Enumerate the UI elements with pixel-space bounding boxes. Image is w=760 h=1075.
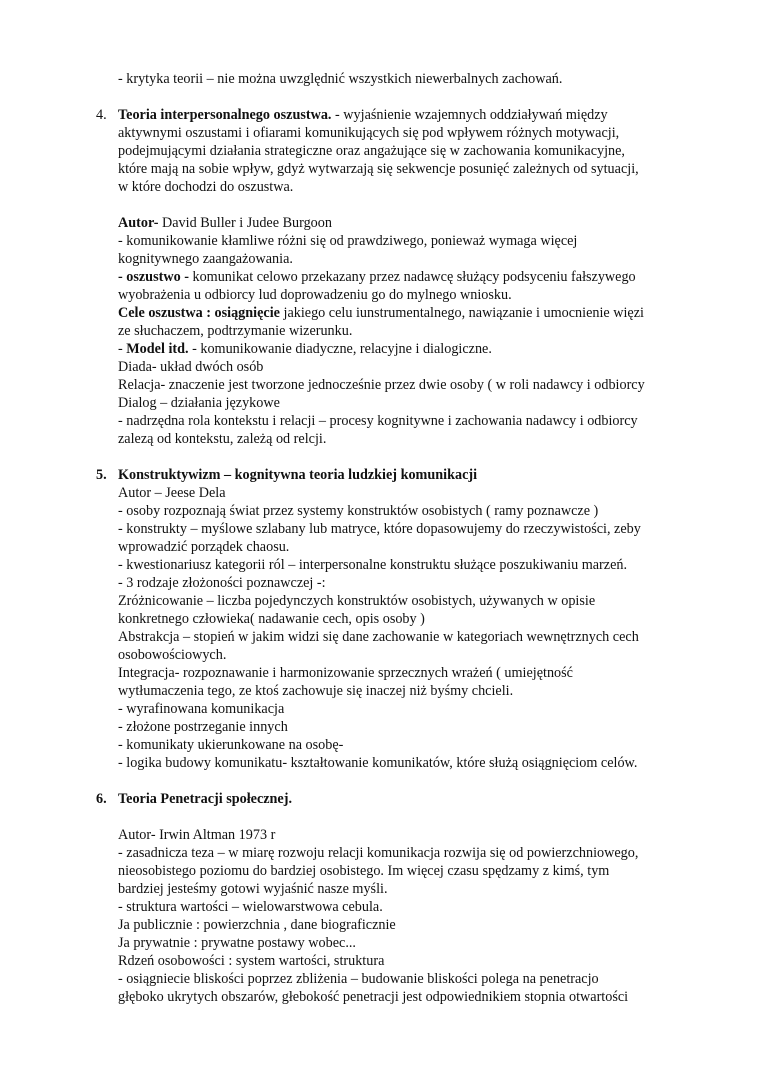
author-line: Autor- David Buller i Judee Burgoon — [118, 215, 332, 231]
text-line: głęboko ukrytych obszarów, głebokość penetracji jest odpowiednikiem stopnia otwartości — [118, 989, 629, 1005]
text-line: konkretnego człowieka( nadawanie cech, opis osoby ) — [118, 611, 425, 627]
text-line: - konstrukty – myślowe szlabany lub matryce, które dopasowujemy do rzeczywistości, zeby — [118, 521, 641, 537]
text-line: wprowadzić porządek chaosu. — [118, 539, 290, 555]
text-line: wyobrażenia u odbiorcy lud doprowadzeniu go do mylnego wniosku. — [118, 287, 512, 303]
text-line: nieosobistego poziomu do bardziej osobistego. Im więcej czasu spędzamy z kimś, tym — [118, 863, 610, 879]
section-number: 4. — [96, 107, 107, 123]
text-line: kognitywnego zaangażowania. — [118, 251, 293, 267]
text-line: Integracja- rozpoznawanie i harmonizowanie sprzecznych wrażeń ( umiejętność — [118, 665, 573, 681]
section-title: Teoria interpersonalnego oszustwa. — [118, 107, 332, 123]
text-line: - nadrzędna rola kontekstu i relacji – procesy kognitywne i zachowania nadawcy i odbiorcy — [118, 413, 638, 429]
text-line: Rdzeń osobowości : system wartości, struktura — [118, 953, 385, 969]
section-4 — [96, 106, 718, 448]
text-line: Zróżnicowanie – liczba pojedynczych konstruktów osobistych, używanych w opisie — [118, 593, 596, 609]
text-line: zalezą od kontekstu, zależą od relcji. — [118, 431, 327, 447]
text-line: Diada- układ dwóch osób — [118, 359, 264, 375]
text-line: które mają na sobie wpływ, gdyż wytwarzają się sekwencje posunięć zależnych od sytuacji, — [118, 161, 639, 177]
section-title: Teoria Penetracji społecznej. — [118, 791, 293, 807]
text-line: Relacja- znaczenie jest tworzone jednocześnie przez dwie osoby ( w roli nadawcy i odbiorcy — [118, 377, 645, 393]
text-line: Autor – Jeese Dela — [118, 485, 226, 501]
text-line: osobowościowych. — [118, 647, 227, 663]
text-line: bardziej jesteśmy gotowi wyjaśnić nasze myśli. — [118, 881, 388, 897]
text-line: - kwestionariusz kategorii ról – interpersonalne konstruktu służące poszukiwaniu marzeń. — [118, 557, 628, 573]
text-line: Ja prywatnie : prywatne postawy wobec... — [118, 935, 356, 951]
text-line: - wyrafinowana komunikacja — [118, 701, 285, 717]
text-line: Ja publicznie : powierzchnia , dane biograficznie — [118, 917, 396, 933]
text-line: w które dochodzi do oszustwa. — [118, 179, 294, 195]
text-line: - zasadnicza teza – w miarę rozwoju relacji komunikacja rozwija się od powierzchniowego, — [118, 845, 639, 861]
intro-line: - krytyka teorii – nie można uwzględnić wszystkich niewerbalnych zachowań. — [118, 71, 563, 87]
text-line: aktywnymi oszustami i ofiarami komunikujących się pod wpływem różnych motywacji, — [118, 125, 620, 141]
text-line: podejmującymi działania strategiczne oraz angażujące się w zachowania komunikacyjne, — [118, 143, 625, 159]
text-line: - 3 rodzaje złożoności poznawczej -: — [118, 575, 326, 591]
section-title-line: Teoria interpersonalnego oszustwa. - wyjaśnienie wzajemnych oddziaływań między — [118, 107, 608, 123]
model-line: - Model itd. - komunikowanie diadyczne, relacyjne i dialogiczne. — [118, 341, 492, 357]
cele-line: Cele oszustwa : osiągnięcie jakiego celu iunstrumentalnego, nawiązanie i umocnienie więzi — [118, 305, 644, 321]
text-line: Abstrakcja – stopień w jakim widzi się dane zachowanie w kategoriach wewnętrznych cech — [118, 629, 639, 645]
section-6 — [96, 790, 718, 1006]
text-line: - logika budowy komunikatu- kształtowanie komunikatów, które służą osiągnięciom celów. — [118, 755, 638, 771]
text-line: - osiągniecie bliskości poprzez zbliżenia – budowanie bliskości polega na penetracjo — [118, 971, 599, 987]
document-body — [96, 70, 718, 1006]
section-number: 5. — [96, 467, 107, 483]
text-line: - komunikaty ukierunkowane na osobę- — [118, 737, 344, 753]
text-line: ze słuchaczem, podtrzymanie wizerunku. — [118, 323, 353, 339]
section-5 — [96, 466, 718, 772]
text-line: - komunikowanie kłamliwe różni się od prawdziwego, ponieważ wymaga więcej — [118, 233, 578, 249]
text-line: wytłumaczenia tego, ze ktoś zachowuje się inaczej niż byśmy chcieli. — [118, 683, 514, 699]
text-line: Dialog – działania językowe — [118, 395, 280, 411]
section-title: Konstruktywizm – kognitywna teoria ludzkiej komunikacji — [118, 467, 478, 483]
text-line: - złożone postrzeganie innych — [118, 719, 288, 735]
section-number: 6. — [96, 791, 107, 807]
text-line: - struktura wartości – wielowarstwowa cebula. — [118, 899, 383, 915]
text-line: - osoby rozpoznają świat przez systemy konstruktów osobistych ( ramy poznawcze ) — [118, 503, 599, 519]
text-line: Autor- Irwin Altman 1973 r — [118, 827, 276, 843]
oszustwo-line: - oszustwo - komunikat celowo przekazany przez nadawcę służący podsyceniu fałszywego — [118, 269, 636, 285]
